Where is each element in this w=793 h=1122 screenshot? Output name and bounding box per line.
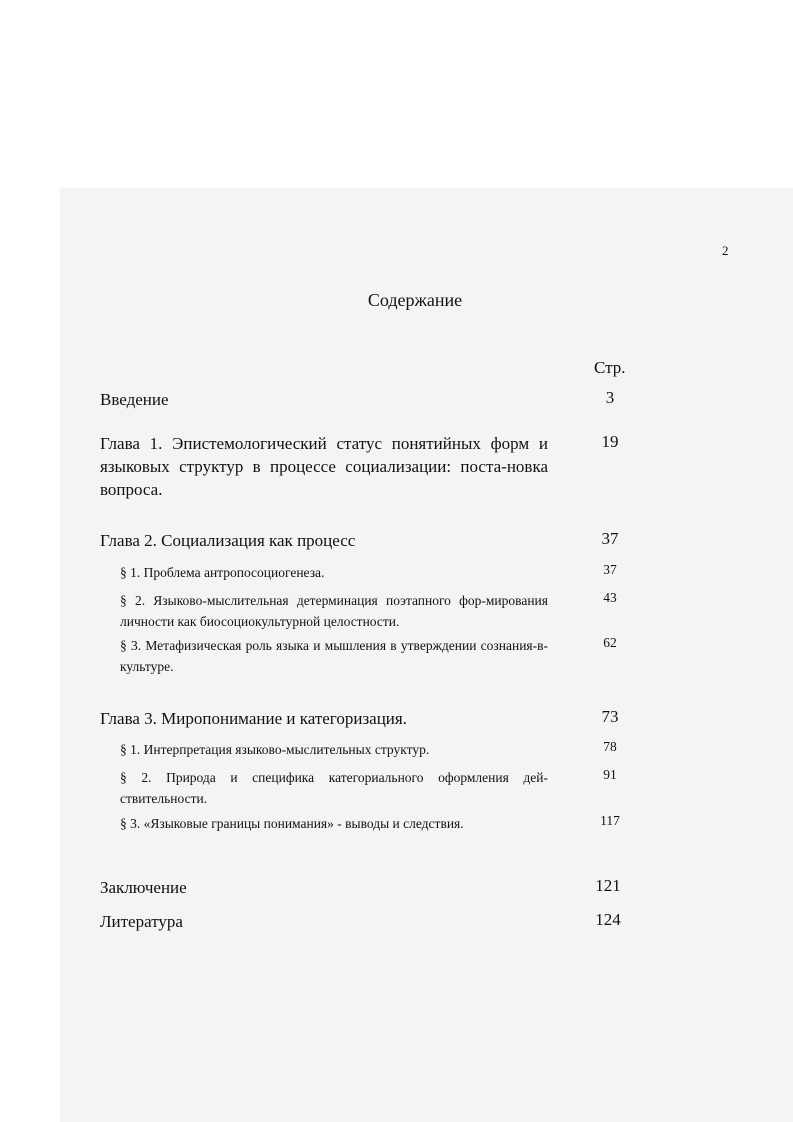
- toc-entry-literature[interactable]: Литература: [100, 912, 183, 931]
- toc-section-page: 62: [603, 635, 617, 650]
- toc-entry-intro[interactable]: Введение: [100, 390, 169, 409]
- toc-section-2-3[interactable]: § 3. Метафизическая роль языка и мышления в утверждении сознания-в-культуре.: [120, 638, 548, 674]
- toc-section-page: 37: [603, 562, 617, 577]
- toc-page-intro: 3: [605, 388, 615, 407]
- toc-page-conclusion: 121: [595, 876, 621, 895]
- toc-section-2-1[interactable]: § 1. Проблема антропосоциогенеза.: [120, 565, 325, 580]
- page-number: 2: [722, 243, 729, 258]
- toc-entry-conclusion[interactable]: Заключение: [100, 878, 187, 897]
- toc-page-chapter1: 19: [601, 432, 619, 451]
- toc-page-literature: 124: [595, 910, 621, 929]
- toc-section-page: 43: [603, 590, 617, 605]
- toc-section-page: 91: [603, 767, 617, 782]
- toc-section-page: 78: [603, 739, 617, 754]
- toc-page-chapter3: 73: [601, 707, 619, 726]
- toc-entry-chapter1[interactable]: Глава 1. Эпистемологический статус понятийных форм и языковых структур в процессе социализации: поста-новка вопроса.: [100, 434, 548, 499]
- toc-section-2-2[interactable]: § 2. Языково-мыслительная детерминация поэтапного фор-мирования личности как биосоциокультурной целостности.: [120, 593, 548, 629]
- toc-entry-chapter3[interactable]: Глава 3. Миропонимание и категоризация.: [100, 709, 407, 728]
- toc-entry-chapter2[interactable]: Глава 2. Социализация как процесс: [100, 531, 356, 550]
- toc-section-3-2[interactable]: § 2. Природа и специфика категориального оформления дей-ствительности.: [120, 770, 548, 806]
- toc-section-page: 117: [600, 813, 620, 828]
- toc-page-chapter2: 37: [601, 529, 619, 548]
- toc-section-3-1[interactable]: § 1. Интерпретация языково-мыслительных структур.: [120, 742, 430, 757]
- page-column-header: Стр.: [594, 358, 626, 377]
- toc-section-3-3[interactable]: § 3. «Языковые границы понимания» - выводы и следствия.: [120, 816, 464, 831]
- page-title: Содержание: [367, 290, 463, 310]
